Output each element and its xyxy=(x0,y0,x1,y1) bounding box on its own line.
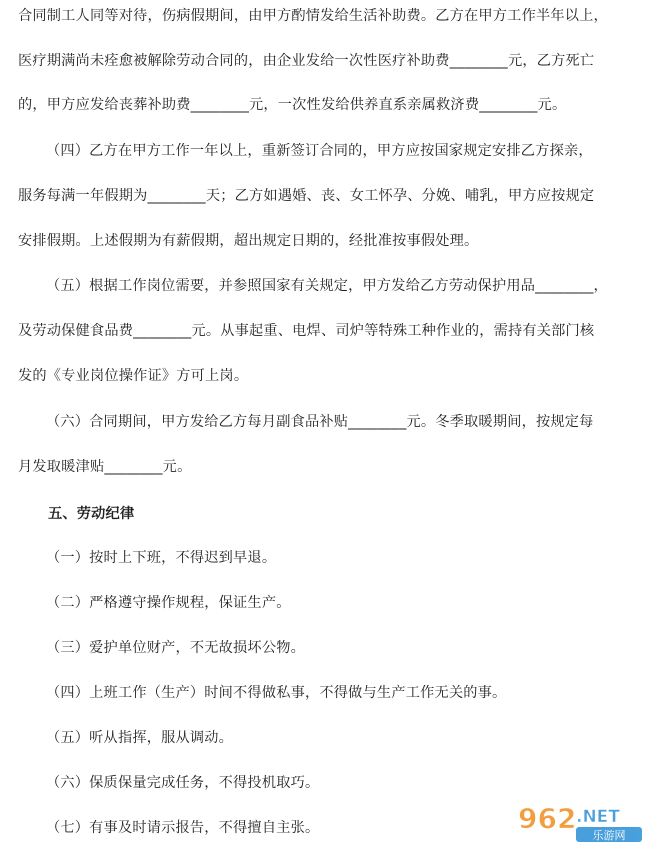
paragraph-line: （四）乙方在甲方工作一年以上，重新签订合同的，甲方应按国家规定安排乙方探亲， xyxy=(46,143,593,159)
paragraph-line: 合同制工人同等对待，伤病假期间，由甲方酌情发给生活补助费。乙方在甲方工作半年以上， xyxy=(18,8,608,24)
paragraph-line: 医疗期满尚未痊愈被解除劳动合同的，由企业发给一次性医疗补助费________元，乙方死亡 xyxy=(18,53,595,69)
list-item: （三）爱护单位财产，不无故损坏公物。 xyxy=(46,640,305,656)
paragraph-line: 服务每满一年假期为________天；乙方如遇婚、丧、女工怀孕、分娩、哺乳，甲方应按规定 xyxy=(18,188,595,204)
list-item: （六）保质保量完成任务，不得投机取巧。 xyxy=(46,775,320,791)
paragraph-line: 月发取暖津贴________元。 xyxy=(18,459,192,475)
list-item: （五）听从指挥，服从调动。 xyxy=(46,730,234,746)
watermark-cn: 乐游网 xyxy=(592,829,626,842)
list-item: （四）上班工作（生产）时间不得做私事，不得做与生产工作无关的事。 xyxy=(46,685,507,701)
list-item: （二）严格遵守操作规程，保证生产。 xyxy=(46,595,291,611)
watermark-suffix: .NET xyxy=(576,807,620,827)
paragraph-line: 发的《专业岗位操作证》方可上岗。 xyxy=(18,368,249,384)
site-watermark-logo xyxy=(516,800,646,844)
paragraph-line: （五）根据工作岗位需要，并参照国家有关规定，甲方发给乙方劳动保护用品________， xyxy=(46,278,608,294)
paragraph-line: 的，甲方应发给丧葬补助费________元，一次性发给供养直系亲属救济费________元。 xyxy=(18,97,567,113)
list-item: （一）按时上下班，不得迟到早退。 xyxy=(46,550,277,566)
paragraph-line: 安排假期。上述假期为有薪假期，超出规定日期的，经批准按事假处理。 xyxy=(18,233,479,249)
watermark-number: 962 xyxy=(518,802,577,835)
section-heading: 五、劳动纪律 xyxy=(48,506,135,522)
paragraph-line: 及劳动保健食品费________元。从事起重、电焊、司炉等特殊工种作业的，需持有关部门核 xyxy=(18,323,595,339)
list-item: （七）有事及时请示报告，不得擅自主张。 xyxy=(46,820,320,836)
paragraph-line: （六）合同期间，甲方发给乙方每月副食品补贴________元。冬季取暖期间，按规定每 xyxy=(46,414,594,430)
